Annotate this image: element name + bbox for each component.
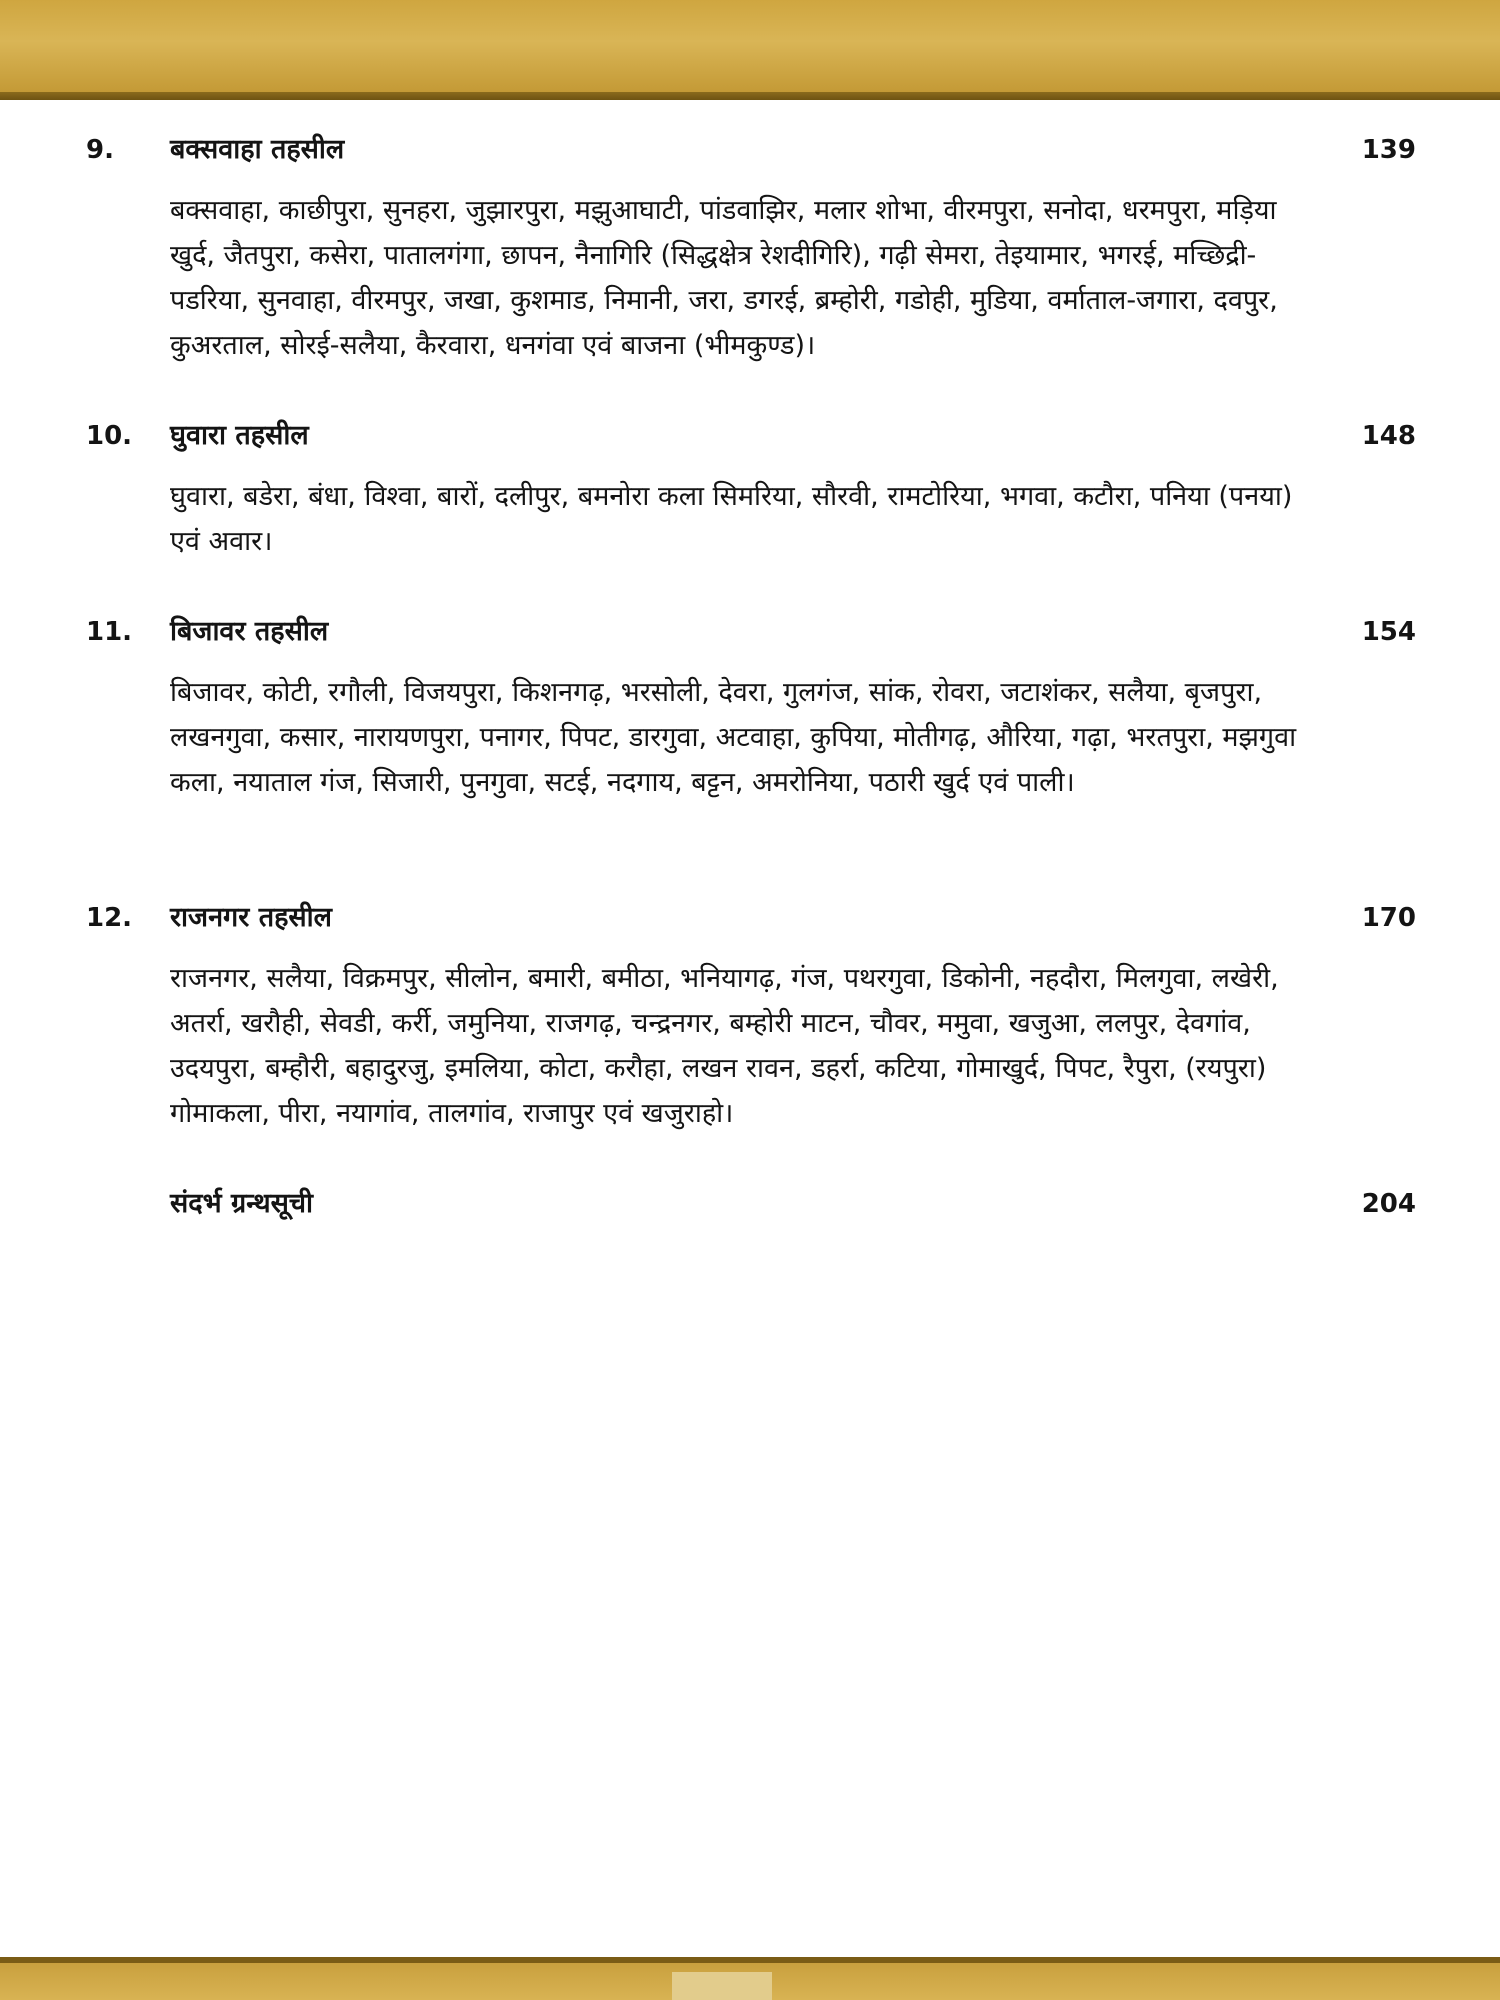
entry-number: 11.: [86, 617, 133, 647]
entry-places: बक्सवाहा, काछीपुरा, सुनहरा, जुझारपुरा, मझुआघाटी, पांडवाझिर, मलार शोभा, वीरमपुरा, सनोदा, धरमपुरा, मड़िया खुर्द, जैतपुरा, कसेरा, पातालगंगा, छापन, नैनागिरि (सिद्धक्षेत्र रेशदीगिरि), गढ़ी सेमरा, तेइयामार, भगरई, मच्छिद्री-पडरिया, सुनवाहा, वीरमपुर, जखा, कुशमाड, निमानी, जरा, डगरई, ब्रम्होरी, गडोही, मुडिया, वर्माताल-जगारा, दवपुर, कुअरताल, सोरई-सलैया, कैरवारा, धनगंवा एवं बाजना (भीमकुण्ड)।: [170, 195, 1278, 361]
bottom-center-tab: [672, 1972, 772, 2000]
bibliography-page-number: 204: [1361, 1189, 1416, 1219]
entry-number: 12.: [86, 903, 133, 933]
entry-number: 10.: [86, 421, 133, 451]
entry-page-number: 139: [1361, 135, 1416, 165]
bibliography-title: संदर्भ ग्रन्थसूची: [170, 1188, 314, 1219]
entry-places: घुवारा, बडेरा, बंधा, विश्वा, बारों, दलीपुर, बमनोरा कला सिमरिया, सौरवी, रामटोरिया, भगवा, कटौरा, पनिया (पनया) एवं अवार।: [170, 481, 1293, 557]
entry-title: बिजावर तहसील: [170, 616, 329, 647]
entry-places: बिजावर, कोटी, रगौली, विजयपुरा, किशनगढ़, भरसोली, देवरा, गुलगंज, सांक, रोवरा, जटाशंकर, सलैया, बृजपुरा, लखनगुवा, कसार, नारायणपुरा, पनागर, पिपट, डारगुवा, अटवाहा, कुपिया, मोतीगढ़, औरिया, गढ़ा, भरतपुरा, मझगुवा कला, नयाताल गंज, सिजारी, पुनगुवा, सटई, नदगाय, बट्टन, अमरोनिया, पठारी खुर्द एवं पाली।: [170, 677, 1297, 798]
entry-page-number: 170: [1361, 903, 1416, 933]
top-decorative-band: [0, 0, 1500, 92]
entry-title: राजनगर तहसील: [170, 902, 332, 933]
entry-page-number: 154: [1361, 617, 1416, 647]
entry-places: राजनगर, सलैया, विक्रमपुर, सीलोन, बमारी, बमीठा, भनियागढ़, गंज, पथरगुवा, डिकोनी, नहदौरा, मिलगुवा, लखेरी, अतर्रा, खरौही, सेवडी, कर्री, जमुनिया, राजगढ़, चन्द्रनगर, बम्होरी माटन, चौवर, ममुवा, खजुआ, ललपुर, देवगांव, उदयपुरा, बम्हौरी, बहादुरजु, इमलिया, कोटा, करौहा, लखन रावन, डहर्रा, कटिया, गोमाखुर्द, पिपट, रैपुरा, (रयपुरा) गोमाकला, पीरा, नयागांव, तालगांव, राजापुर एवं खजुराहो।: [170, 963, 1279, 1129]
entry-title: घुवारा तहसील: [170, 420, 309, 451]
entry-number: 9.: [86, 135, 114, 165]
top-band-edge: [0, 92, 1500, 100]
entry-title: बक्सवाहा तहसील: [170, 134, 345, 165]
entry-page-number: 148: [1361, 421, 1416, 451]
